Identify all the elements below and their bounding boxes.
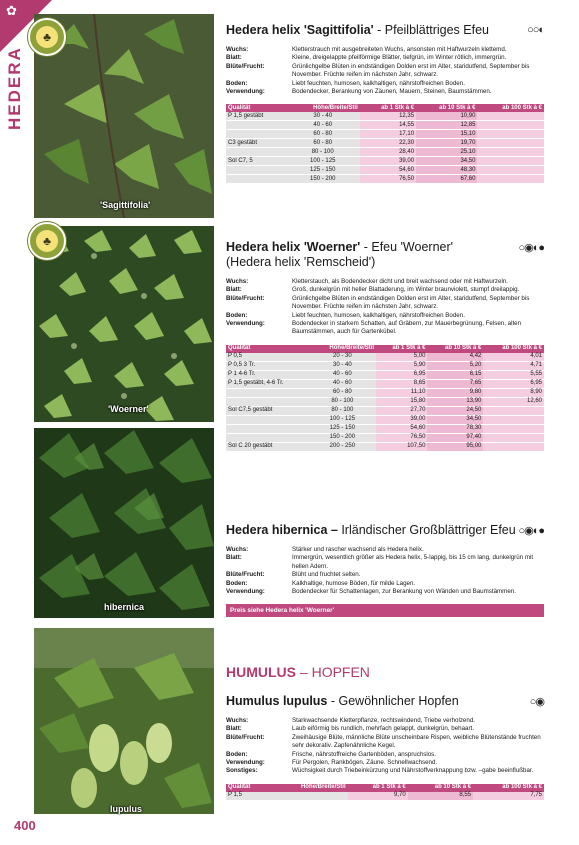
table-cell: 5,90	[376, 361, 427, 370]
table-header-cell: Höhe/Breite/Stil	[309, 345, 376, 353]
table-cell: 95,00	[427, 442, 483, 451]
table-cell: 8,90	[483, 388, 544, 397]
table-row	[226, 112, 544, 121]
table-header-cell: ab 10 Stk à €	[408, 784, 473, 792]
table-cell: P 1,5 gestäbt	[226, 112, 286, 121]
table-row	[226, 792, 544, 801]
table-cell	[226, 121, 286, 130]
section-heading: HUMULUS – HOPFEN	[226, 664, 370, 680]
table-cell: Sol C 20 gestäbt	[226, 442, 309, 451]
table-cell: 67,60	[416, 175, 477, 184]
table-cell: 7,75	[473, 792, 544, 801]
table-cell: 200 - 250	[309, 442, 376, 451]
entry-title: Humulus lupulus - Gewöhnlicher Hopfen	[226, 694, 459, 708]
table-header-cell: Qualität	[226, 784, 269, 792]
light-requirement-icons: ○◉◐●	[518, 242, 544, 254]
quality-badge	[28, 18, 66, 56]
table-cell: 28,40	[360, 148, 416, 157]
table-cell: 5,55	[483, 370, 544, 379]
table-cell: 34,50	[427, 415, 483, 424]
table-header-cell: ab 100 Stk à €	[483, 345, 544, 353]
table-cell: Sol C7,5 gestäbt	[226, 406, 309, 415]
table-header-cell: ab 10 Stk à €	[427, 345, 483, 353]
table-cell: 5,20	[427, 361, 483, 370]
table-cell: 40 - 60	[309, 379, 376, 388]
entry-synonym: (Hedera helix 'Remscheid')	[226, 255, 376, 269]
table-cell: 34,50	[416, 157, 477, 166]
table-cell: 80 - 100	[309, 397, 376, 406]
table-cell	[477, 166, 544, 175]
table-header-cell: ab 100 Stk à €	[477, 104, 544, 112]
entry-title: Hedera helix 'Sagittifolia' - Pfeilblättriges Efeu	[226, 23, 489, 37]
table-cell: P 0,5 3 Tr.	[226, 361, 309, 370]
table-cell: 4,71	[483, 361, 544, 370]
table-cell	[477, 175, 544, 184]
table-cell: P 1,5	[226, 792, 269, 801]
table-header-cell: Höhe/Breite/Stil	[286, 104, 360, 112]
table-cell	[477, 148, 544, 157]
entry-lupulus	[226, 694, 544, 801]
entry-title: Hedera hibernica – Irländischer Großblättriger Efeu	[226, 523, 516, 537]
table-cell: 40 - 60	[309, 370, 376, 379]
table-cell: 6,15	[427, 370, 483, 379]
page-number: 400	[14, 818, 36, 833]
table-cell: 13,90	[427, 397, 483, 406]
table-cell	[226, 397, 309, 406]
table-cell	[483, 406, 544, 415]
table-row	[226, 433, 544, 442]
description-list: Wuchs: Kletterstauch, als Bodendecker dicht und breit wachsend oder mit Haftwurzeln. Blatt: Groß, dunkelgrün mit heller Blattaderung, im Winter braunviolett, stumpf dreilappig. Blüte/Frucht: Grünlichgelbe Blüten in endständigen Dolden erst im Alter, staridutfend, September bis November. Früchte reifen im nächsten Jahr, schwarz. Boden: Liebt feuchten, humosen, kalkhaltigen, nährstoffreichen Boden. Verwendung: Bodendecker in starkem Schatten, auf Gräbern, zur Mauerbegrünung, Felsen, alten Baumstämmen, auch für Gartenkübel.	[226, 278, 530, 336]
table-cell	[226, 148, 286, 157]
caption-sagittifolia: 'Sagittifolia'	[100, 200, 151, 210]
table-cell: 6,95	[376, 370, 427, 379]
table-cell: Sol C7, 5	[226, 157, 286, 166]
table-cell: 10,90	[416, 112, 477, 121]
table-cell	[477, 130, 544, 139]
table-cell	[477, 121, 544, 130]
table-row	[226, 157, 544, 166]
table-row	[226, 353, 544, 362]
table-cell: 30 - 40	[309, 361, 376, 370]
table-cell: C3 gestäbt	[226, 139, 286, 148]
price-table	[226, 345, 544, 452]
table-row	[226, 175, 544, 184]
table-cell	[226, 415, 309, 424]
table-cell	[226, 433, 309, 442]
table-row	[226, 406, 544, 415]
table-cell: 4,42	[427, 353, 483, 362]
table-cell: 12,35	[360, 112, 416, 121]
table-cell: 60 - 80	[286, 139, 360, 148]
table-cell	[226, 388, 309, 397]
table-cell: 48,30	[416, 166, 477, 175]
table-row	[226, 379, 544, 388]
table-cell: 27,70	[376, 406, 427, 415]
table-row	[226, 415, 544, 424]
table-cell: 17,10	[360, 130, 416, 139]
light-requirement-icons: ○◉◐●	[518, 525, 544, 537]
table-cell	[226, 175, 286, 184]
table-cell	[477, 157, 544, 166]
table-header-cell: Qualität	[226, 345, 309, 353]
photo-woerner	[34, 226, 214, 422]
table-cell: P 0,5	[226, 353, 309, 362]
table-cell	[477, 112, 544, 121]
table-cell: 76,50	[376, 433, 427, 442]
table-row	[226, 370, 544, 379]
table-cell	[483, 415, 544, 424]
table-cell: 76,50	[360, 175, 416, 184]
table-cell: 125 - 150	[286, 166, 360, 175]
description-list: Wuchs: Stärker und rascher wachsend als Hedera helix. Blatt: Immergrün, wesentlich größer als Hedera helix, 5-lappig, bis 15 cm lang, dunkelgrün mit hellen Adern. Blüte/Frucht: Blüht und fruchtet selten. Boden: Kalkhaltige, humose Böden, für milde Lagen. Verwendung: Bodendecker für Schattenlagen, zur Berankung von Wänden und Baumstämmen.	[226, 546, 534, 596]
table-cell: 25,10	[416, 148, 477, 157]
table-row	[226, 442, 544, 451]
caption-lupulus: lupulus	[110, 804, 142, 814]
table-cell: 8,65	[376, 379, 427, 388]
table-row	[226, 166, 544, 175]
table-header-cell: ab 100 Stk à €	[473, 784, 544, 792]
table-header-cell: ab 1 Stk à €	[360, 104, 416, 112]
table-cell: 22,30	[360, 139, 416, 148]
table-cell: 100 - 125	[286, 157, 360, 166]
table-cell: 125 - 150	[309, 424, 376, 433]
tree-icon: ♣	[36, 26, 58, 48]
description-list: Wuchs: Kletterstrauch mit ausgebreiteten Wuchs, ansonsten mit Haftwurzeln klettemd. Blatt: Kleine, dreigelappte pfeilförmige Blätter, tiefgrün, im Winter rötlich, immergrün. Blüte/Frucht: Grünlichgelbe Blüten in endständigen Dolden erst im Alter, staridutfend, September bis November. Früchte reifen im nächsten Jahr, schwarz. Boden: Liebt feuchten, humosen, kalkhaltigen, nährstoffreichen Boden. Verwendung: Bodendecker, Berankung von Zäunen, Mauern, Steinen, Baumstämmen.	[226, 46, 530, 96]
table-cell: 12,60	[483, 397, 544, 406]
table-cell: 8,55	[408, 792, 473, 801]
photo-hibernica	[34, 428, 214, 618]
table-cell	[226, 166, 286, 175]
table-row	[226, 130, 544, 139]
flower-icon: ✿	[6, 3, 17, 18]
light-requirement-icons: ○○◐	[527, 24, 544, 36]
table-cell: 100 - 125	[309, 415, 376, 424]
quality-badge	[28, 222, 66, 260]
table-cell: 107,50	[376, 442, 427, 451]
table-row	[226, 139, 544, 148]
table-header-cell: ab 10 Stk à €	[416, 104, 477, 112]
entry-title: Hedera helix 'Woerner' - Efeu 'Woerner'	[226, 240, 454, 254]
caption-hibernica: hibernica	[104, 602, 145, 612]
table-cell: 39,00	[360, 157, 416, 166]
table-cell: 54,60	[376, 424, 427, 433]
price-table	[226, 104, 544, 184]
table-cell: 20 - 30	[309, 353, 376, 362]
entry-hibernica	[226, 523, 544, 617]
table-cell	[483, 433, 544, 442]
table-cell: 54,60	[360, 166, 416, 175]
price-table	[226, 784, 544, 801]
table-cell	[477, 139, 544, 148]
table-row	[226, 424, 544, 433]
table-header-cell: ab 1 Stk à €	[348, 784, 408, 792]
table-cell: 15,80	[376, 397, 427, 406]
table-cell: 80 - 100	[309, 406, 376, 415]
table-header-cell: ab 1 Stk à €	[376, 345, 427, 353]
photo-lupulus	[34, 628, 214, 814]
table-cell	[483, 424, 544, 433]
table-row	[226, 397, 544, 406]
table-cell: 7,65	[427, 379, 483, 388]
tree-icon: ♣	[36, 230, 58, 252]
table-cell: 40 - 60	[286, 121, 360, 130]
table-cell: 4,01	[483, 353, 544, 362]
table-cell: 30 - 40	[286, 112, 360, 121]
table-cell: 150 - 200	[286, 175, 360, 184]
table-row	[226, 121, 544, 130]
light-requirement-icons: ○◉	[529, 696, 544, 708]
description-list: Wuchs: Starkwachsende Kletterpflanze, rechtswindend, Triebe verholzend. Blatt: Laub eiförmig bis rundlich, mehrfach gelappt, dunkelgrün, behaart. Blüte/Frucht: Zweihäusige Blüte, männliche Blüte unscheinbare Rispen, weibliche Blütenstände fruchten sehr dekorativ. Zapfenähnliche Kegel. Boden: Frische, nährstoffreiche Gartenböden, anspruchslos. Verwendung: Für Pergolen, Rankbögen, Zäune. Schnellwachsend. Sonstiges: Wüchsigkeit durch Triebeinkürzung und Nährstoffverknappung bzw. –gabe beeinflußbar.	[226, 717, 541, 775]
table-cell: 97,40	[427, 433, 483, 442]
table-row	[226, 148, 544, 157]
table-cell: 9,70	[348, 792, 408, 801]
caption-woerner: 'Woerner'	[108, 404, 149, 414]
table-cell: 24,50	[427, 406, 483, 415]
table-cell: 60 - 80	[286, 130, 360, 139]
table-cell: 78,30	[427, 424, 483, 433]
table-cell: 150 - 200	[309, 433, 376, 442]
table-cell: P 1 4-6 Tr.	[226, 370, 309, 379]
table-cell: 11,10	[376, 388, 427, 397]
table-cell	[226, 424, 309, 433]
sidebar-title: HEDERA	[5, 46, 24, 130]
table-header-cell: Höhe/Breite/Stil	[269, 784, 348, 792]
table-cell	[226, 130, 286, 139]
table-cell: 6,95	[483, 379, 544, 388]
table-cell: 5,00	[376, 353, 427, 362]
entry-sagittifolia	[226, 23, 544, 184]
table-row	[226, 361, 544, 370]
table-cell: 39,00	[376, 415, 427, 424]
entry-woerner	[226, 240, 544, 452]
table-cell: 9,80	[427, 388, 483, 397]
table-cell: 60 - 80	[309, 388, 376, 397]
table-cell: 15,10	[416, 130, 477, 139]
table-cell: 80 - 100	[286, 148, 360, 157]
table-cell	[483, 442, 544, 451]
table-cell: 14,55	[360, 121, 416, 130]
table-row	[226, 388, 544, 397]
table-cell: 12,85	[416, 121, 477, 130]
table-cell: 19,70	[416, 139, 477, 148]
price-reference-note: Preis siehe Hedera helix 'Woerner'	[226, 604, 544, 617]
table-cell: P 1,5 gestäbt, 4-6 Tr.	[226, 379, 309, 388]
table-cell	[269, 792, 348, 801]
table-header-cell: Qualität	[226, 104, 286, 112]
